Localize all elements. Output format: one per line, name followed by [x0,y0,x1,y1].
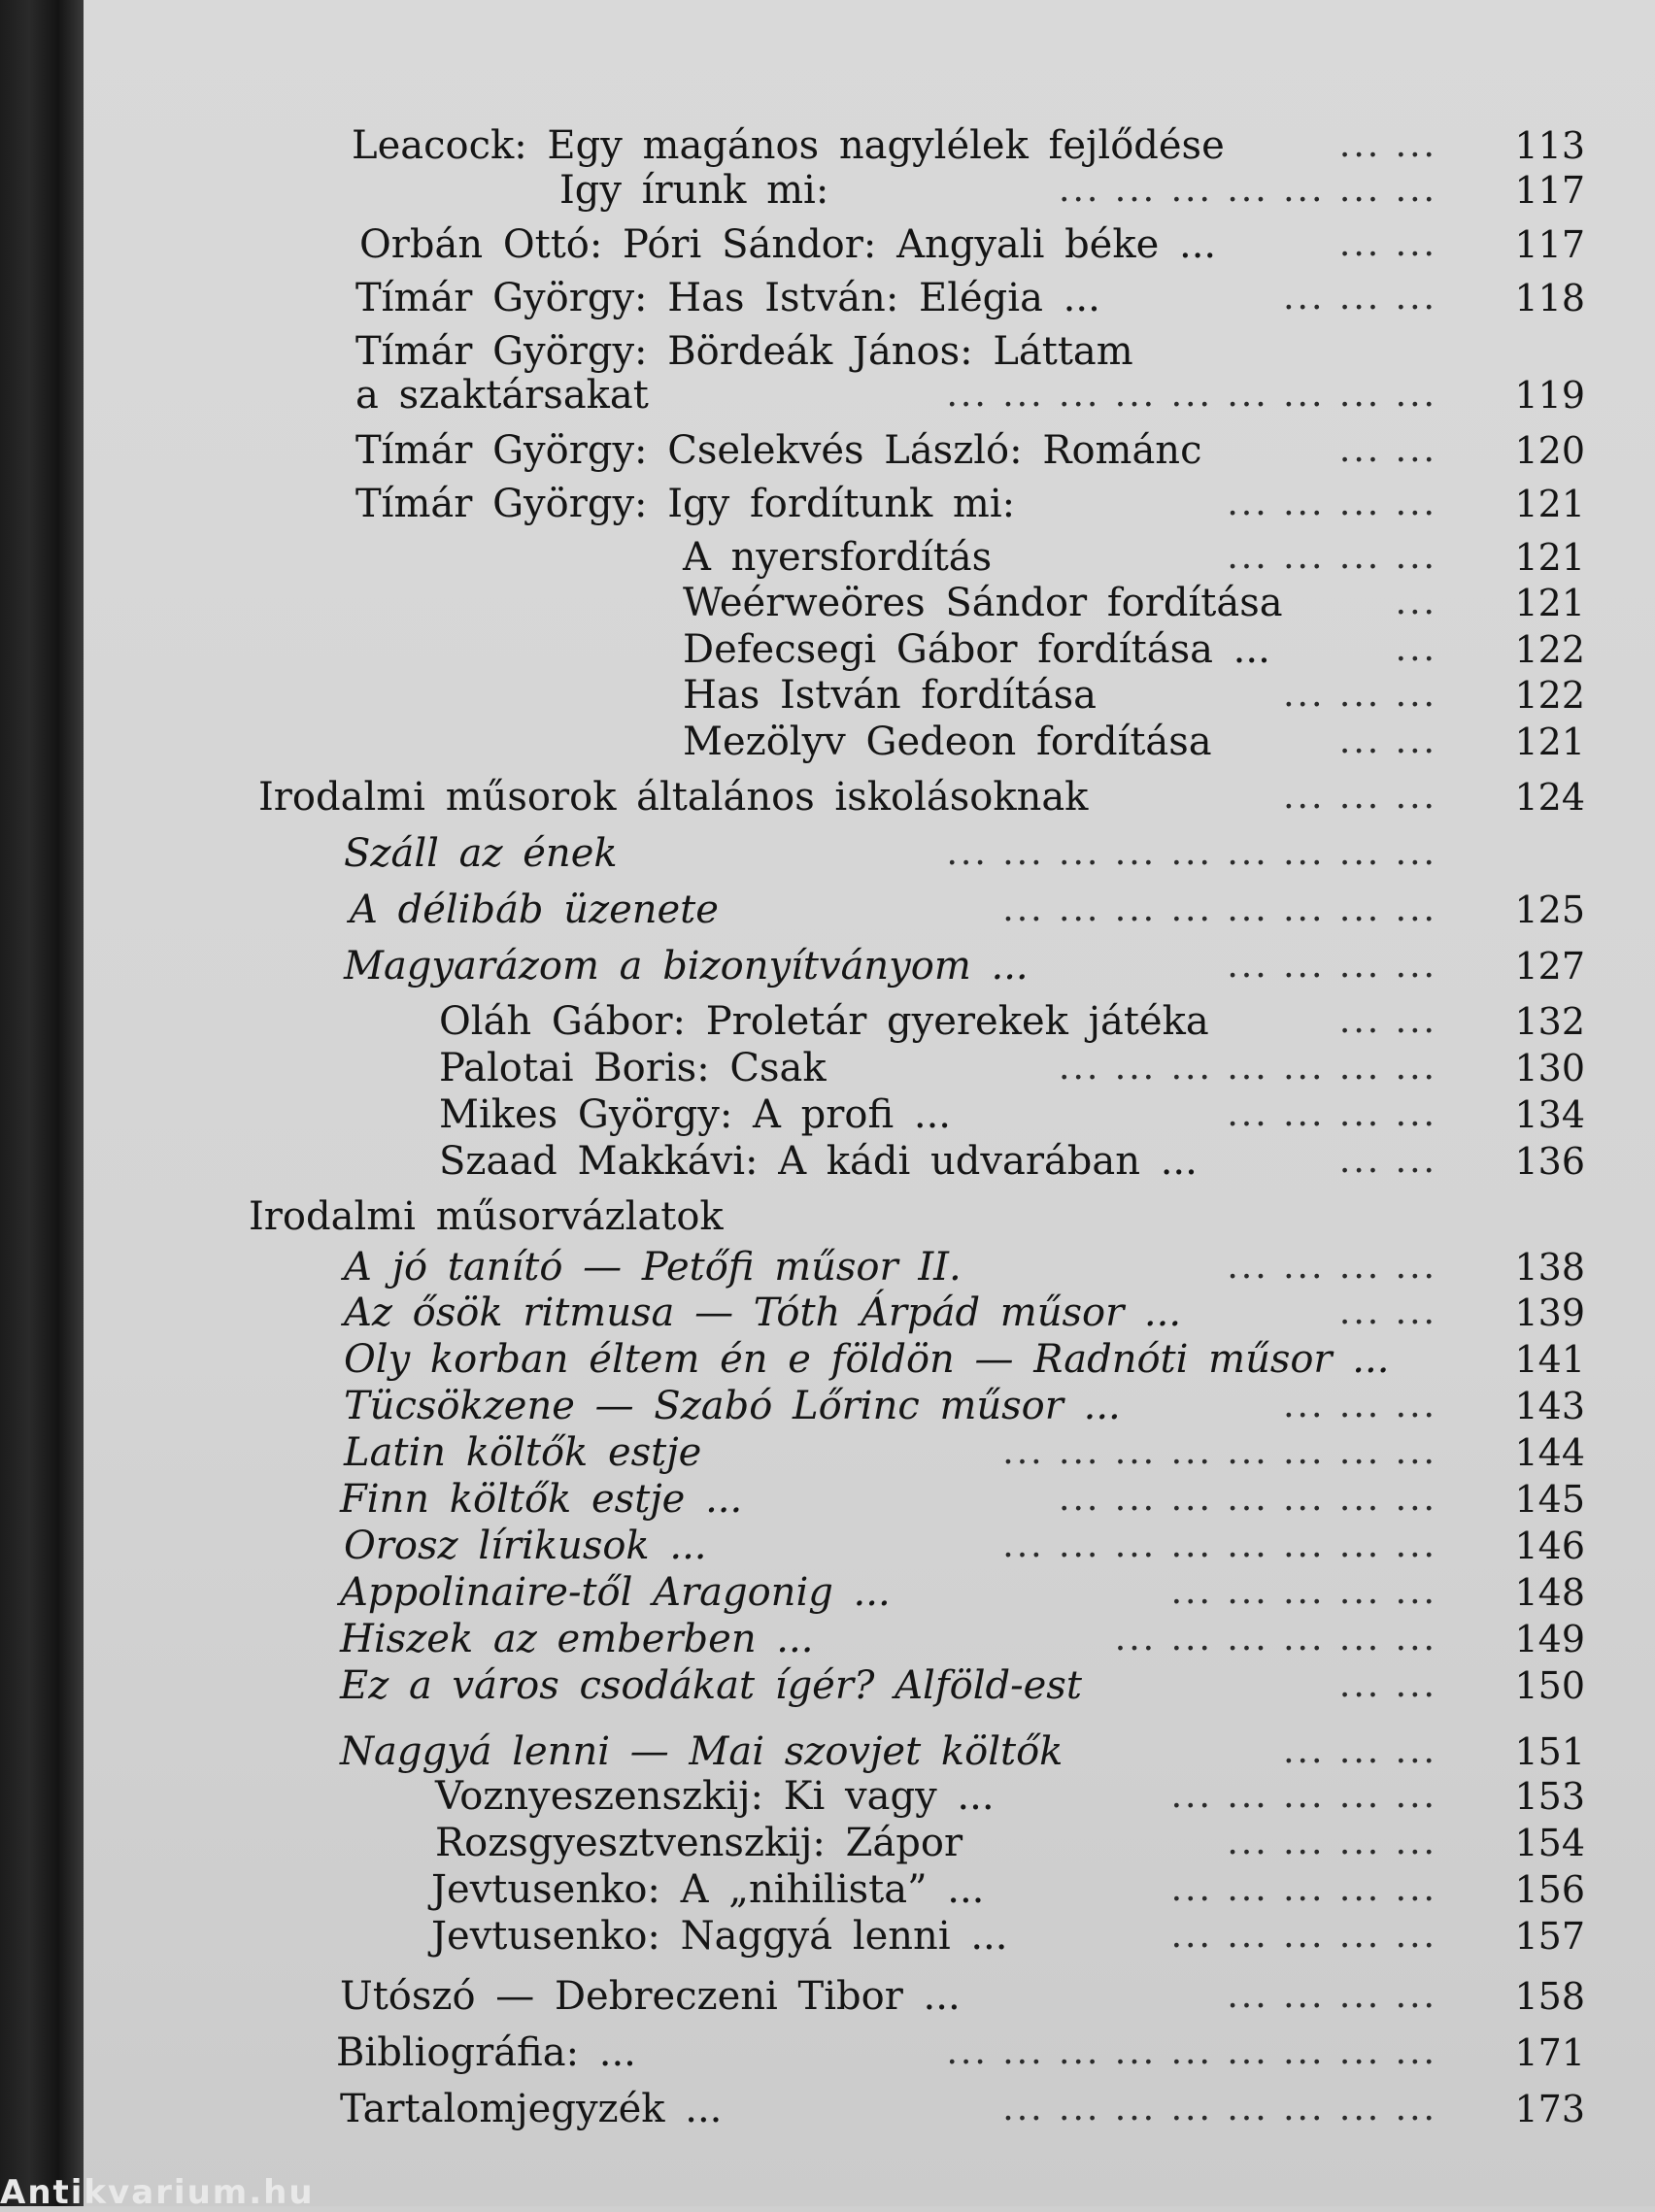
leader-dots: ... ... [1338,125,1437,165]
leader-dots: ... ... [1338,1001,1437,1041]
toc-page-number: 171 [1514,2031,1585,2074]
leader-dots: ... ... ... ... [1227,484,1437,523]
toc-page-number: 154 [1514,1822,1585,1864]
leader-dots: ... ... ... ... ... [1170,1869,1437,1909]
leader-dots: ... ... [1338,1141,1437,1181]
leader-dots: ... ... [1338,1292,1437,1332]
leader-dots: ... ... ... ... ... ... ... [1059,1048,1437,1088]
toc-entry-title: Tücsökzene — Szabó Lőrinc műsor ... [344,1384,1121,1428]
toc-page-number: 122 [1514,674,1585,717]
toc-entry-title: Jevtusenko: Naggyá lenni ... [431,1914,1008,1959]
toc-entry-title: Utószó — Debreczeni Tibor ... [340,1974,961,2019]
toc-page-number: 153 [1514,1775,1585,1818]
leader-dots: ... ... ... ... ... [1170,1916,1437,1956]
toc-entry-title: Leacock: Egy magános nagylélek fejlődése [352,123,1225,168]
leader-dots: ... ... ... ... [1227,1823,1437,1862]
toc-page-number: 141 [1514,1338,1585,1381]
toc-entry-title: Orosz lírikusok ... [344,1524,707,1568]
leader-dots: ... ... ... ... [1227,537,1437,577]
toc-page-number: 145 [1514,1478,1585,1521]
toc-entry [0,1046,1655,1090]
watermark: Antikvarium.hu [0,2173,315,2212]
toc-entry-title: Bibliográfia: ... [336,2030,636,2075]
leader-dots: ... ... ... ... ... [1170,1572,1437,1612]
toc-entry [0,999,1655,1044]
leader-dots: ... ... ... ... ... ... ... [1059,1479,1437,1519]
toc-entry-title: Irodalmi műsorok általános iskolásoknak [258,775,1089,820]
leader-dots: ... ... ... ... ... ... ... [1059,170,1437,210]
leader-dots: ... ... ... ... ... ... ... ... ... [946,833,1437,873]
leader-dots: ... ... ... ... [1227,1247,1437,1287]
leader-dots: ... [1395,583,1437,622]
toc-entry-title: Defecsegi Gábor fordítása ... [683,627,1270,672]
toc-entry-title: A jó tanító — Petőfi műsor II. [344,1245,962,1290]
leader-dots: ... ... ... ... ... ... ... ... [1002,1525,1437,1565]
toc-entry-title: Orbán Ottó: Póri Sándor: Angyali béke ... [359,222,1217,267]
toc-entry-title: Jevtusenko: A „nihilista” ... [431,1867,985,1912]
leader-dots: ... ... [1338,430,1437,470]
toc-page-number: 127 [1514,945,1585,988]
leader-dots: ... ... ... ... ... ... [1114,1619,1437,1659]
toc-entry-title: a szaktársakat [355,373,649,418]
leader-dots: ... ... ... ... ... ... ... ... ... [946,2032,1437,2072]
toc-entry [0,123,1655,168]
toc-entry [0,1617,1655,1661]
toc-entry [0,373,1655,418]
leader-dots: ... ... ... ... ... ... ... ... ... [946,375,1437,415]
toc-entry [0,1663,1655,1708]
toc-page-number: 117 [1514,223,1585,266]
toc-entry-title: Tímár György: Bördeák János: Láttam [355,329,1133,374]
toc-entry-title: Mikes György: A profi ... [439,1092,951,1137]
toc-page-number: 148 [1514,1571,1585,1614]
leader-dots: ... ... ... ... ... ... ... ... [1002,889,1437,929]
toc-entry [0,1290,1655,1335]
leader-dots: ... ... ... ... ... [1170,1776,1437,1816]
leader-dots: ... ... ... ... ... ... ... ... [1002,1432,1437,1472]
toc-page-number: 138 [1514,1246,1585,1289]
toc-entry [0,1821,1655,1865]
toc-entry-title: Tímár György: Igy fordítunk mi: [355,482,1016,526]
toc-entry [0,944,1655,989]
leader-dots: ... ... ... ... [1227,946,1437,986]
toc-page-number: 118 [1514,277,1585,319]
leader-dots: ... ... ... ... ... ... ... ... [1002,2089,1437,2128]
toc-entry [0,1729,1655,1774]
toc-entry-title: Tímár György: Cselekvés László: Románc [355,428,1202,473]
toc-entry-title: Voznyeszenszkij: Ki vagy ... [435,1774,995,1819]
toc-entry-title: Tímár György: Has István: Elégia ... [355,276,1100,320]
toc-page-number: 158 [1514,1975,1585,2018]
toc-page-number: 117 [1514,169,1585,212]
leader-dots: ... ... ... [1283,1386,1437,1425]
toc-entry-title: Weérweöres Sándor fordítása [683,581,1283,625]
toc-entry-title: Oly korban éltem én e földön — Radnóti műsor ... [344,1337,1390,1382]
leader-dots: ... [1395,629,1437,669]
toc-page-number: 151 [1514,1730,1585,1773]
toc-entry-title: Tartalomjegyzék ... [340,2087,723,2131]
leader-dots: ... ... ... [1283,675,1437,715]
toc-entry [0,428,1655,473]
toc-page-number: 130 [1514,1047,1585,1089]
toc-entry [0,1245,1655,1290]
toc-page-number: 146 [1514,1525,1585,1567]
toc-entry [0,482,1655,526]
toc-page-number: 113 [1514,124,1585,167]
toc-entry [0,2087,1655,2131]
toc-entry [0,673,1655,718]
toc-page-number: 173 [1514,2088,1585,2130]
toc-page-number: 120 [1514,429,1585,472]
toc-entry-title: Száll az ének [344,831,618,876]
toc-entry-title: Appolinaire-től Aragonig ... [340,1570,891,1615]
toc-page-number: 121 [1514,483,1585,525]
toc-entry-title: Szaad Makkávi: A kádi udvarában ... [439,1139,1198,1184]
toc-entry-title: Rozsgyesztvenszkij: Zápor [435,1821,963,1865]
toc-page-number: 121 [1514,721,1585,763]
toc-entry-title: Ez a város csodákat ígér? Alföld-est [340,1663,1082,1708]
toc-page-number: 150 [1514,1664,1585,1707]
toc-entry [0,1867,1655,1912]
toc-page-number: 119 [1514,374,1585,417]
toc-entry-title: Magyarázom a bizonyítványom ... [344,944,1029,989]
toc-page-number: 122 [1514,628,1585,671]
toc-entry-title: Igy írunk mi: [559,168,829,213]
toc-page-number: 143 [1514,1385,1585,1427]
toc-entry [0,1570,1655,1615]
toc-entry-title: Irodalmi műsorvázlatok [249,1194,724,1239]
toc-entry-title: A nyersfordítás [683,535,993,580]
toc-entry [0,1139,1655,1184]
toc-page-number: 125 [1514,888,1585,931]
toc-page-number: 121 [1514,582,1585,624]
toc-page-number: 121 [1514,536,1585,579]
toc-entry [0,1194,1655,1239]
toc-entry [0,222,1655,267]
leader-dots: ... ... ... [1283,1731,1437,1771]
toc-page-number: 139 [1514,1291,1585,1334]
toc-page-number: 134 [1514,1093,1585,1136]
toc-entry-title: Palotai Boris: Csak [439,1046,827,1090]
toc-entry-title: Hiszek az emberben ... [340,1617,814,1661]
toc-page-number: 124 [1514,776,1585,819]
toc-entry-title: Finn költők estje ... [340,1477,743,1522]
toc-entry [0,627,1655,672]
toc-entry [0,1092,1655,1137]
toc-entry-title: Naggyá lenni — Mai szovjet költők [340,1729,1064,1774]
toc-page-number: 157 [1514,1915,1585,1958]
toc-page-number: 149 [1514,1618,1585,1660]
toc-entry [0,168,1655,213]
toc-entry [0,1974,1655,2019]
leader-dots: ... ... [1338,224,1437,264]
toc-entry-title: Az ősök ritmusa — Tóth Árpád műsor ... [344,1290,1182,1335]
toc-entry [0,2030,1655,2075]
toc-entry [0,775,1655,820]
toc-entry [0,535,1655,580]
toc-entry [0,1524,1655,1568]
toc-entry [0,1337,1655,1382]
toc-entry [0,276,1655,320]
toc-entry [0,888,1655,932]
toc-entry-title: A délibáb üzenete [350,888,719,932]
toc-entry [0,329,1655,374]
toc-entry-title: Mezölyv Gedeon fordítása [683,720,1212,764]
toc-entry-title: Has István fordítása [683,673,1097,718]
toc-page-number: 136 [1514,1140,1585,1183]
toc-entry [0,720,1655,764]
toc-entry [0,831,1655,876]
toc-entry [0,1430,1655,1475]
toc-entry-title: Oláh Gábor: Proletár gyerekek játéka [439,999,1209,1044]
toc-page-number: 132 [1514,1000,1585,1043]
leader-dots: ... ... ... [1283,777,1437,817]
leader-dots: ... ... ... ... [1227,1976,1437,2016]
toc-entry [0,1477,1655,1522]
toc-entry [0,1774,1655,1819]
leader-dots: ... ... ... ... [1227,1094,1437,1134]
toc-page-number: 156 [1514,1868,1585,1911]
leader-dots: ... ... ... [1283,278,1437,318]
toc-entry-title: Latin költők estje [344,1430,702,1475]
leader-dots: ... ... [1338,1665,1437,1705]
toc-entry [0,581,1655,625]
leader-dots: ... ... [1338,721,1437,761]
toc-entry [0,1384,1655,1428]
toc-entry [0,1914,1655,1959]
toc-page-number: 144 [1514,1431,1585,1474]
